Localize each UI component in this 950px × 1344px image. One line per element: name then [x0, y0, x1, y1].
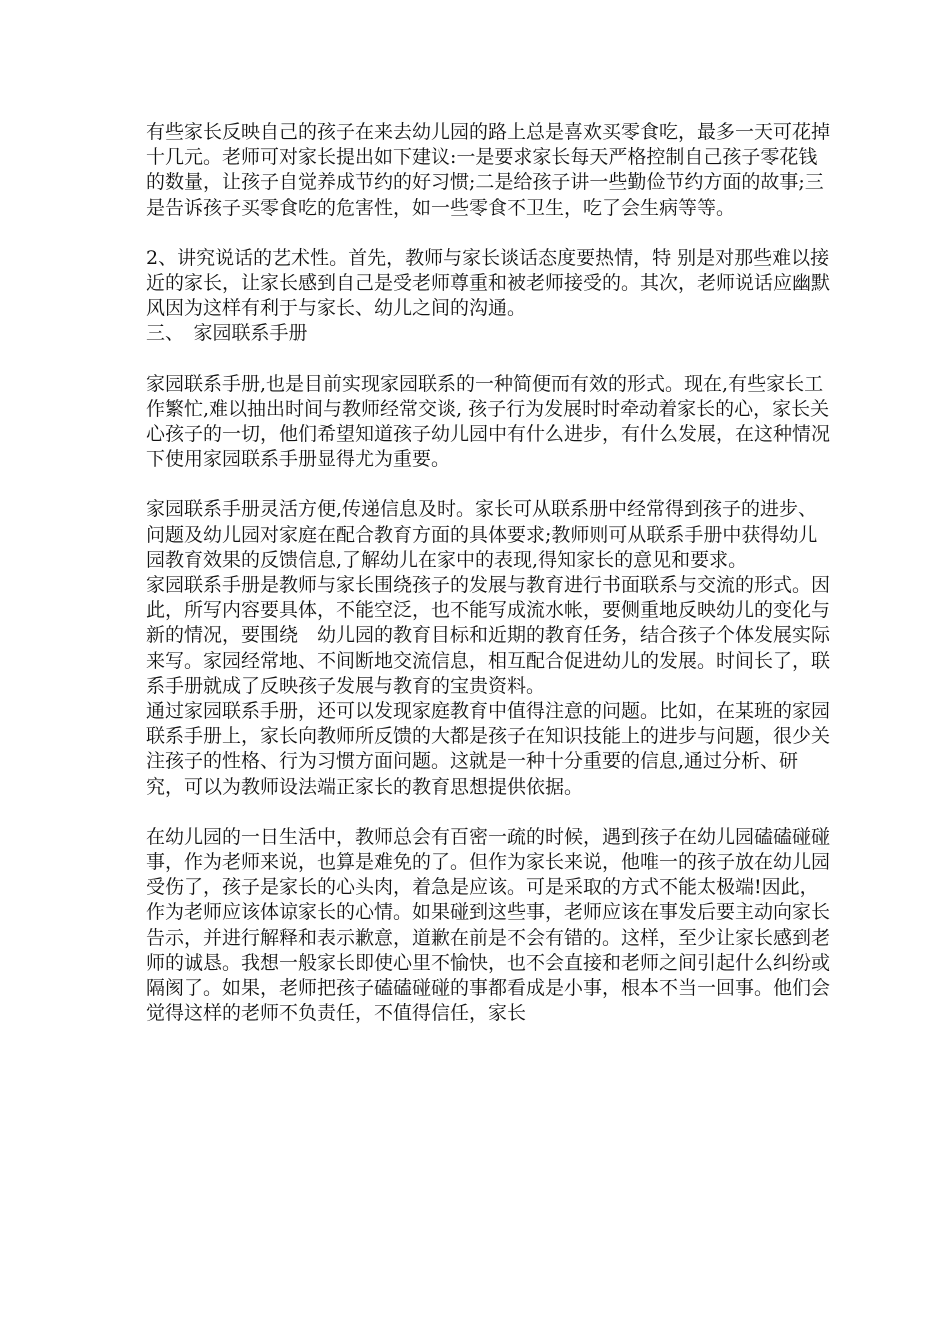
paragraph-handbook-issues: 通过家园联系手册，还可以发现家庭教育中值得注意的问题。比如，在某班的家园联系手册上，家长向教师所反馈的大都是孩子在知识技能上的进步与问题，很少关注孩子的性格、行为习惯方面问题。这就是一种十分重要的信息,通过分析、研究，可以为教师设法端正家长的教育思想提供依据。 — [146, 700, 831, 798]
paragraph-injury-handling: 在幼儿园的一日生活中，教师总会有百密一疏的时候，遇到孩子在幼儿园磕磕碰碰事，作为老师来说，也算是难免的了。但作为家长来说，他唯一的孩子放在幼儿园受伤了，孩子是家长的心头肉，着急是应该。可是采取的方式不能太极端!因此，作为老师应该体谅家长的心情。如果碰到这些事，老师应该在事发后要主动向家长告示，并进行解释和表示歉意，道歉在前是不会有错的。这样，至少让家长感到老师的诚恳。我想一般家长即使心里不愉快，也不会直接和老师之间引起什么纠纷或隔阂了。如果，老师把孩子磕磕碰碰的事都看成是小事，根本不当一回事。他们会觉得这样的老师不负责任，不值得信任，家长 — [146, 825, 831, 1025]
paragraph-handbook-intro: 家园联系手册,也是目前实现家园联系的一种简便而有效的形式。现在,有些家长工作繁忙,难以抽出时间与教师经常交谈, 孩子行为发展时时牵动着家长的心，家长关心孩子的一切，他们希望知道孩子幼儿园中有什么进步，有什么发展，在这种情况下使用家园联系手册显得尤为重要。 — [146, 372, 831, 471]
paragraph-speaking-art: 2、讲究说话的艺术性。首先，教师与家长谈话态度要热情，特 别是对那些难以接近的家长，让家长感到自己是受老师尊重和被老师接受的。其次，老师说话应幽默风因为这样有利于与家长、幼儿之间的沟通。 — [146, 246, 831, 320]
paragraph-handbook-benefits: 家园联系手册灵活方便,传递信息及时。家长可从联系册中经常得到孩子的进步、问题及幼儿园对家庭在配合教育方面的具体要求;教师则可从联系手册中获得幼儿园教育效果的反馈信息,了解幼儿在家中的表现,得知家长的意见和要求。 — [146, 498, 818, 571]
document-body — [146, 120, 836, 1027]
paragraph-snack-advice: 有些家长反映自己的孩子在来去幼儿园的路上总是喜欢买零食吃，最多一天可花掉十几元。老师可对家长提出如下建议:一是要求家长每天严格控制自己孩子零花钱的数量，让孩子自觉养成节约的好习惯;二是给孩子讲一些勤俭节约方面的故事;三是告诉孩子买零食吃的危害性，如一些零食不卫生，吃了会生病等等。 — [146, 121, 831, 219]
paragraph-handbook-content: 家园联系手册是教师与家长围绕孩子的发展与教育进行书面联系与交流的形式。因此，所写内容要具体，不能空泛，也不能写成流水帐，要侧重地反映幼儿的变化与新的情况，要围绕 幼儿园的教育目标和近期的教育任务，结合孩子个体发展实际来写。家园经常地、不间断地交流信息，相互配合促进幼儿的发展。时间长了，联系手册就成了反映孩子发展与教育的宝贵资料。 — [146, 574, 831, 697]
section-heading: 三、 家园联系手册 — [146, 322, 308, 345]
